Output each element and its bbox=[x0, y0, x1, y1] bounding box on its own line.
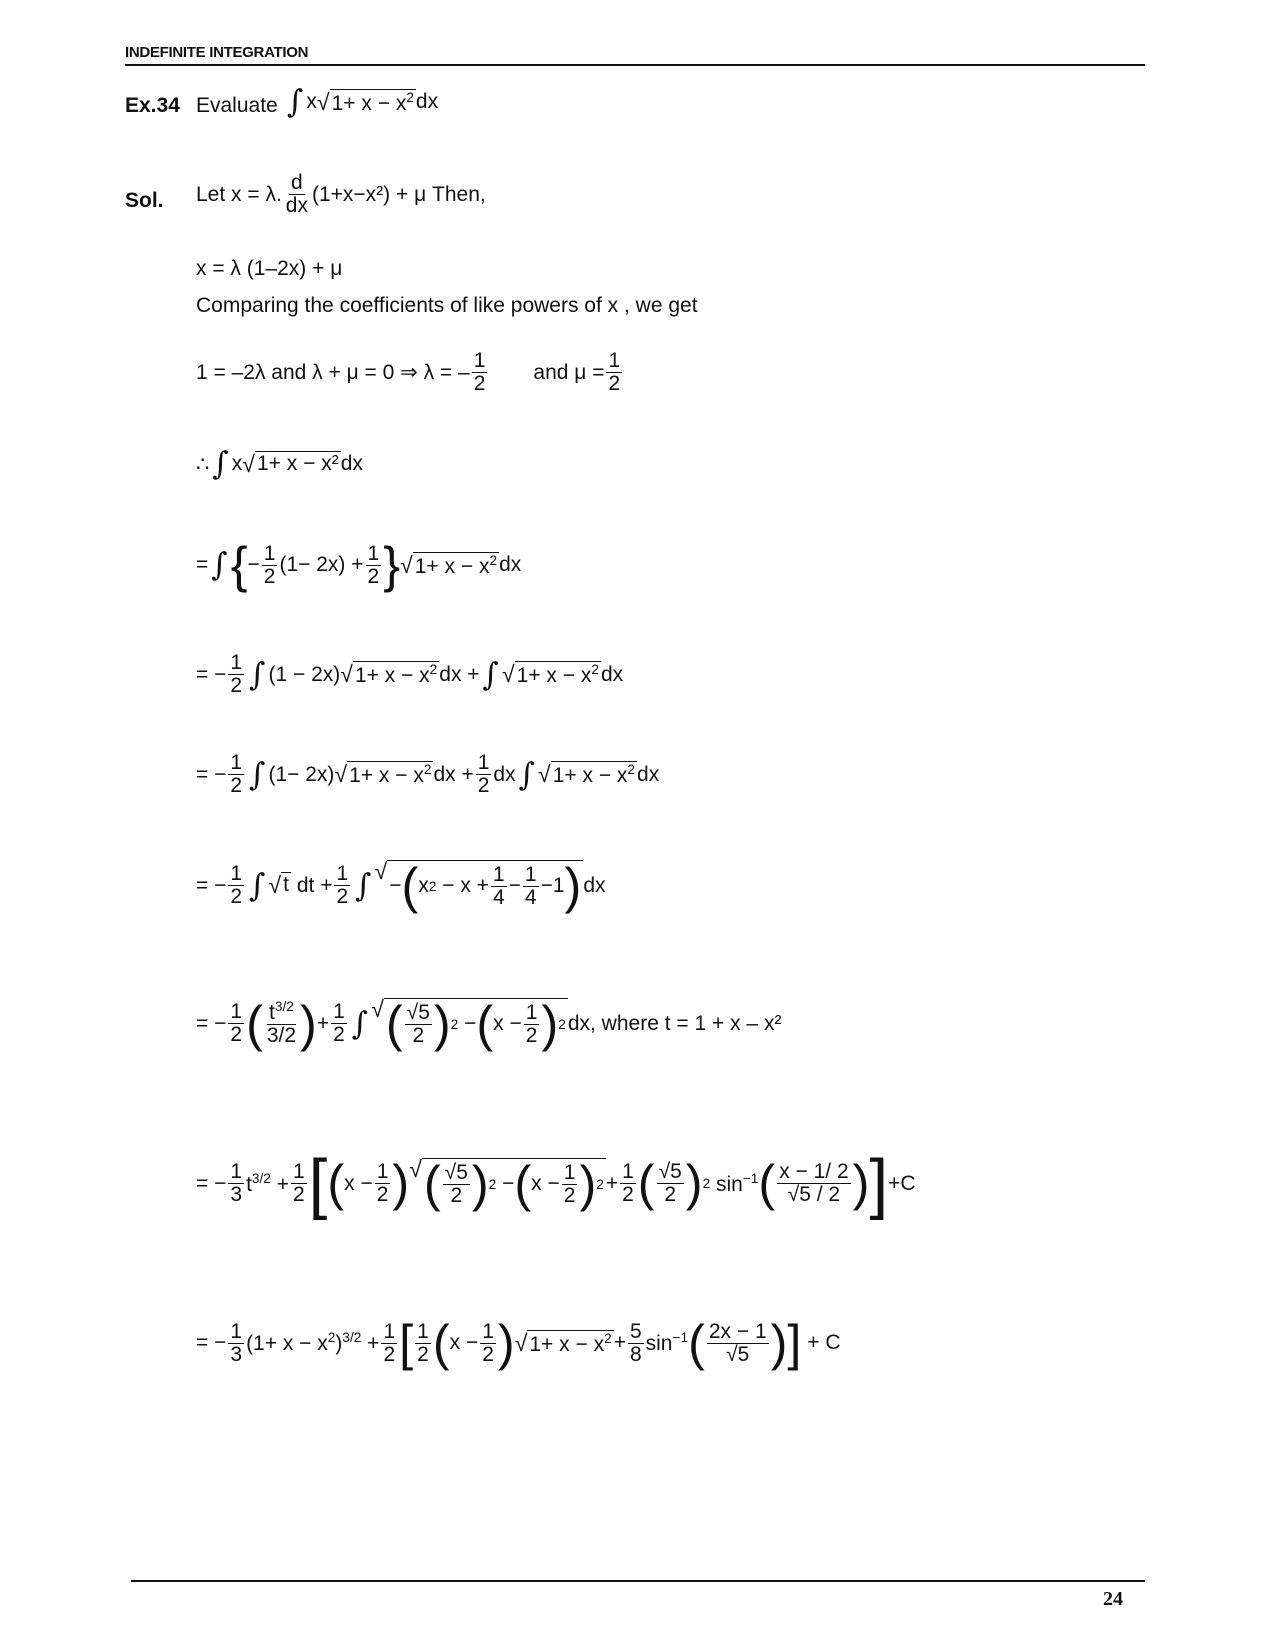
step-4: 1 = –2λ and λ + μ = 0 ⇒ λ = – $\frac{1}{2}$ and μ = $\frac{1}{2}$ bbox=[196, 349, 621, 396]
step-8: = − $\frac{1}{2}$ ∫ (1− 2x) √ $1+ x - x^2$ dx + $\frac{1}{2}$ dx ∫ √ $1+ x - x^2$ dx bbox=[196, 751, 660, 798]
header-title: INDEFINITE INTEGRATION bbox=[125, 44, 309, 61]
page-number: 24 bbox=[1103, 1588, 1123, 1610]
example-label: Ex.34 bbox=[125, 94, 180, 117]
step-11: = − $\frac{1}{3}$ $t^{3/2}$ + $\frac{1}{2}$ [ ( x − $\frac{1}{2}$ ) √ ( $\frac{√5}{2}$ ) 2 − ( x − $\frac{1}{2}$ ) 2 + $\frac{1}{2}$ ( $\frac{√5}{2}$ ) 2 $\sin^{-1}$ ( $\frac{x - 1/ 2}{√5 / 2}$ ) ] +C bbox=[196, 1146, 916, 1221]
step-3: Comparing the coefficients of like powers of x , we get bbox=[196, 294, 698, 317]
step-7: = − $\frac{1}{2}$ ∫ (1 − 2x) √ $1+ x - x^2$ dx + ∫ √ $1+ x - x^2$ dx bbox=[196, 651, 624, 698]
header-rule bbox=[125, 64, 1145, 66]
integral-sign-icon: ∫ bbox=[249, 756, 266, 793]
step-5: ∴ ∫ x √ 1+ x − x² dx bbox=[196, 446, 363, 482]
integral-sign-icon: ∫ bbox=[518, 756, 536, 793]
solution-label: Sol. bbox=[125, 189, 164, 212]
integral-sign-icon: ∫ bbox=[351, 1005, 369, 1042]
step-9: = − $\frac{1}{2}$ ∫ √ t dt + $\frac{1}{2}$ ∫ √ − ( x 2 − x + $\frac{1}{4}$ − $\frac{1}{4}$ −1 ) dx bbox=[196, 857, 606, 914]
step-6: = ∫ { − $\frac{1}{2}$ (1− 2x) + $\frac{1}{2}$ } √ $1+ x - x^2$ dx bbox=[196, 536, 522, 593]
example-integral: ∫ x √ $1+ x - x^2$ dx bbox=[287, 84, 439, 120]
step-12: = − $\frac{1}{3}$ $(1+ x - x^2)^{3/2}$ + $\frac{1}{2}$ [ $\frac{1}{2}$ ( x − $\frac{1}{2}$ ) √ $1+ x - x^2$ + $\frac{5}{8}$ $\sin^{-1}$ ( $\frac{2x - 1}{√5}$ ) ] + C bbox=[196, 1314, 841, 1371]
step-1: Let x = λ. $\frac{d}{dx}$ (1+x−x²) + μ Then, bbox=[196, 171, 486, 218]
integral-sign-icon: ∫ bbox=[211, 547, 228, 584]
integral-sign-icon: ∫ bbox=[249, 867, 266, 904]
integral-sign-icon: ∫ bbox=[287, 84, 304, 120]
integral-sign-icon: ∫ bbox=[482, 656, 499, 693]
integral-sign-icon: ∫ bbox=[249, 656, 266, 693]
step-2: x = λ (1–2x) + μ bbox=[196, 257, 343, 280]
example-prompt: Evaluate bbox=[196, 94, 278, 117]
sqrt-expression: √ $1+ x - x^2$ bbox=[316, 88, 414, 115]
integral-sign-icon: ∫ bbox=[212, 446, 229, 482]
integral-sign-icon: ∫ bbox=[355, 867, 372, 904]
step-10: = − $\frac{1}{2}$ ( $\frac{t^{3/2}}{3/2}$ ) + $\frac{1}{2}$ ∫ √ ( $\frac{√5}{2}$ ) 2 − ( x − $\frac{1}{2}$ ) 2 dx , where t = 1 + x – x² bbox=[196, 994, 782, 1052]
footer-rule bbox=[131, 1580, 1145, 1582]
